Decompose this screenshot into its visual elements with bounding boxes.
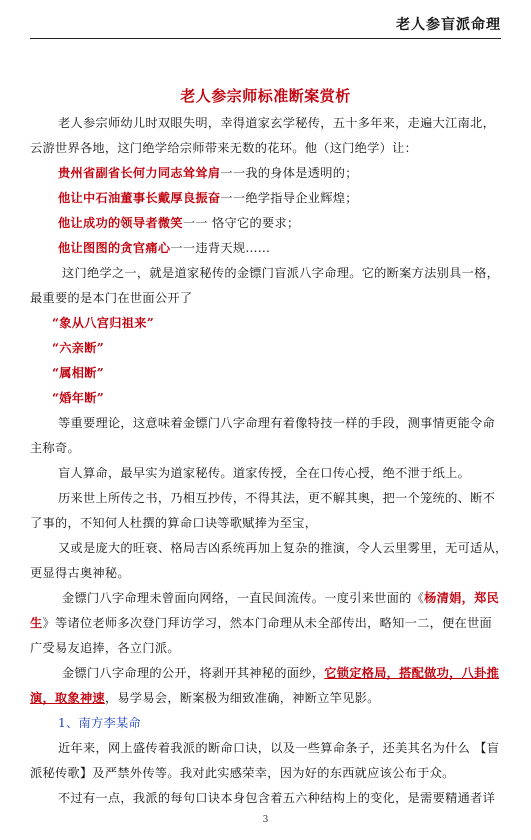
- page-header: [0, 0, 531, 36]
- paragraph-line: 派秘传歌】及严禁外传等。我对此实感荣幸，因为好的东西就应该公布于众。: [30, 766, 455, 780]
- article-title: 老人参宗师标准断案赏析: [180, 87, 351, 105]
- quote-text: 一一违背天规……: [170, 241, 271, 255]
- paragraph-line: [30, 614, 492, 631]
- section-heading: 1、南方李某命: [58, 716, 141, 730]
- paragraph-line: 这门绝学之一，就是道家秘传的金镖门盲派八字命理。它的断案方法别具一格，: [62, 266, 500, 280]
- quote-line: [58, 239, 270, 256]
- method-highlight: 演，取象神速: [30, 691, 105, 705]
- header-title: 老人参盲派命理: [396, 17, 501, 33]
- quote-text: 一一我的身体是透明的；: [220, 166, 358, 180]
- names-highlight: 生: [30, 616, 43, 630]
- paragraph-line: 等重要理论，这意味着金镖门八字命理有着像特技一样的手段，测事情更能令命: [58, 416, 496, 430]
- paragraph-line: 了事的，不知何人杜撰的算命口诀等歌赋捧为至宝，: [30, 516, 318, 530]
- quote-highlight: 他让图图的贪官痛心: [58, 241, 171, 255]
- paragraph-line: [62, 664, 499, 681]
- method-highlight: 它锁定格局，搭配做功，八卦推: [324, 666, 500, 680]
- paragraph-line: 最重要的是本门在世面公开了: [30, 291, 193, 305]
- page-number: 3: [262, 815, 269, 825]
- key-theory-2: “六亲断”: [52, 341, 105, 355]
- paragraph-text: 金镖门八字命理未曾面向网络，一直民间流传。一度引来世面的《: [62, 591, 425, 605]
- header-divider: [30, 38, 501, 39]
- paragraph-text: ，易学易会，断案极为细致准确，神断立竿见影。: [104, 691, 380, 705]
- names-highlight: 杨清娟，郑民: [424, 591, 500, 605]
- quote-text: 一一绝学指导企业辉煌；: [220, 191, 358, 205]
- paragraph-line: 老人参宗师幼儿时双眼失明，幸得道家玄学秘传，五十多年来，走遍大江南北，: [58, 116, 496, 130]
- paragraph-line: 广受易友追捧，各立门派。: [30, 641, 180, 655]
- paragraph-line: 更显得古奥神秘。: [30, 566, 130, 580]
- quote-text: 一一 恪守它的要求；: [182, 216, 300, 230]
- paragraph-line: 又或是庞大的旺衰、格局吉凶系统再加上复杂的推演，令人云里雾里，无可适从，: [58, 541, 508, 555]
- quote-highlight: 贵州省副省长何力同志耸耸肩: [58, 166, 221, 180]
- paragraph-line: 盲人算命，最早实为道家秘传。道家传授，全在口传心授，绝不泄于纸上。: [58, 466, 471, 480]
- key-theory-3: “属相断”: [52, 366, 105, 380]
- quote-line: [58, 189, 358, 206]
- quote-highlight: 他让成功的领导者微笑: [58, 216, 183, 230]
- paragraph-line: [62, 589, 499, 606]
- key-theory-4: “婚年断”: [52, 391, 105, 405]
- paragraph-line: 不过有一点，我派的每句口诀本身包含着五六种结构上的变化，是需要精通者详: [58, 791, 496, 805]
- key-theory-1: “象从八宫归祖来”: [52, 316, 155, 330]
- paragraph-line: 历来世上所传之书，乃相互抄传，不得其法，更不解其奥，把一个笼统的、断不: [58, 491, 496, 505]
- quote-line: [58, 164, 358, 181]
- quote-line: [58, 214, 299, 231]
- quote-highlight: 他让中石油董事长戴厚良振奋: [58, 191, 221, 205]
- paragraph-text: 金镖门八字命理的公开，将剥开其神秘的面纱，: [62, 666, 325, 680]
- paragraph-line: 云游世界各地，这门绝学给宗师带来无数的花环。他（这门绝学）让：: [30, 141, 418, 155]
- paragraph-line: 主称奇。: [30, 441, 80, 455]
- paragraph-line: [30, 689, 380, 706]
- paragraph-text: 》等诸位老师多次登门拜访学习，然本门命理从未全部传出，略知一二，便在世面: [42, 616, 493, 630]
- paragraph-line: 近年来，网上盛传着我派的断命口诀，以及一些算命条子，还美其名为什么 【盲: [58, 741, 500, 755]
